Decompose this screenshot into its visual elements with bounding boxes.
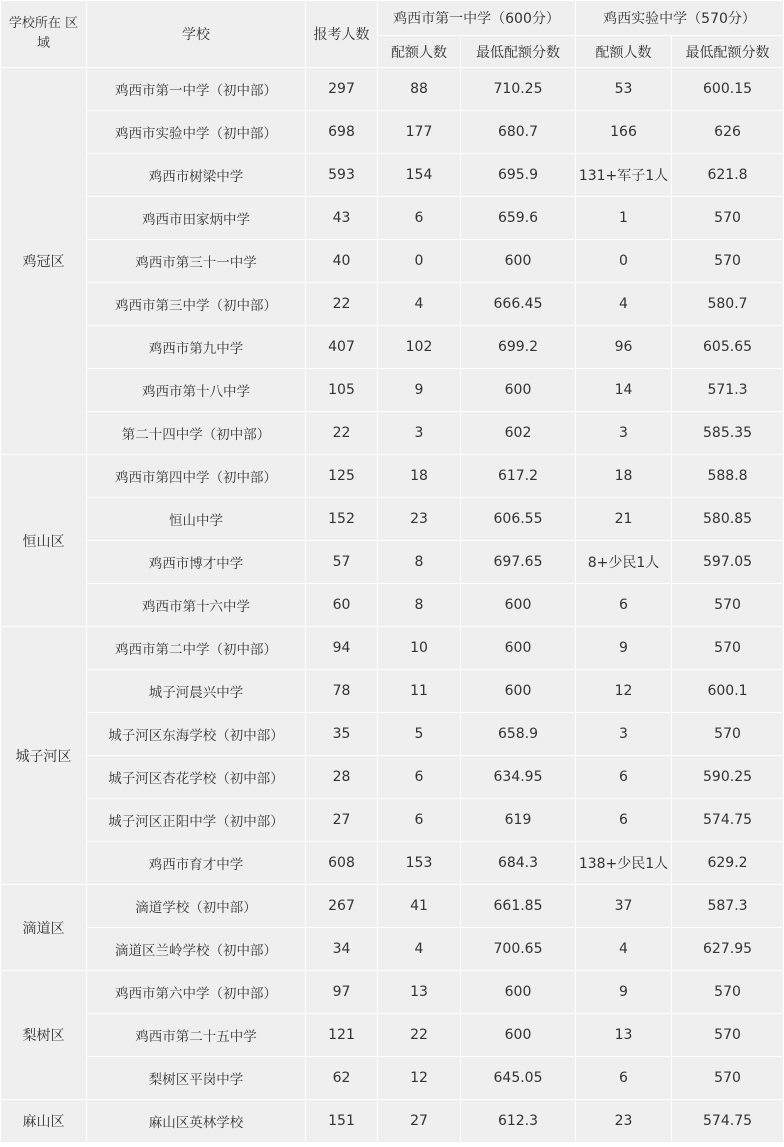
school1-quota-cell: 153	[378, 842, 461, 885]
school2-quota-cell: 37	[576, 885, 672, 928]
school2-min-score-cell: 629.2	[672, 842, 784, 885]
table-header	[1, 1, 784, 68]
school1-min-score-cell: 600	[461, 369, 576, 412]
school2-quota-header: 配额人数	[576, 36, 672, 68]
school-name-cell: 鸡西市实验中学（初中部）	[87, 111, 306, 154]
school-name-cell: 鸡西市第三十一中学	[87, 240, 306, 283]
table-row	[1, 584, 784, 627]
school1-min-score-cell: 617.2	[461, 455, 576, 498]
school-name-cell: 鸡西市第四中学（初中部）	[87, 455, 306, 498]
school1-quota-cell: 102	[378, 326, 461, 369]
school1-quota-cell: 41	[378, 885, 461, 928]
table-row	[1, 111, 784, 154]
table-row	[1, 1014, 784, 1057]
school2-quota-cell: 6	[576, 1057, 672, 1100]
table-row	[1, 283, 784, 326]
school1-quota-cell: 177	[378, 111, 461, 154]
school1-min-score-cell: 602	[461, 412, 576, 455]
table-row	[1, 756, 784, 799]
school2-min-score-cell: 574.75	[672, 1100, 784, 1143]
table-row	[1, 154, 784, 197]
applicants-cell: 94	[306, 627, 378, 670]
school1-quota-cell: 12	[378, 1057, 461, 1100]
school1-min-score-cell: 695.9	[461, 154, 576, 197]
school1-quota-cell: 18	[378, 455, 461, 498]
school2-min-score-header: 最低配额分数	[672, 36, 784, 68]
school2-quota-cell: 6	[576, 756, 672, 799]
school-header: 学校	[87, 1, 306, 68]
school2-quota-cell: 6	[576, 799, 672, 842]
applicants-cell: 125	[306, 455, 378, 498]
school1-quota-cell: 3	[378, 412, 461, 455]
school2-min-score-cell: 570	[672, 197, 784, 240]
school-name-cell: 鸡西市第九中学	[87, 326, 306, 369]
school2-min-score-cell: 600.1	[672, 670, 784, 713]
school2-header: 鸡西实验中学（570分）	[576, 1, 784, 36]
table-row	[1, 1100, 784, 1143]
school1-quota-cell: 0	[378, 240, 461, 283]
school2-min-score-cell: 580.85	[672, 498, 784, 541]
table-row	[1, 240, 784, 283]
school2-min-score-cell: 621.8	[672, 154, 784, 197]
school2-min-score-cell: 590.25	[672, 756, 784, 799]
school1-quota-cell: 8	[378, 541, 461, 584]
school2-quota-cell: 18	[576, 455, 672, 498]
school2-quota-cell: 4	[576, 928, 672, 971]
applicants-cell: 152	[306, 498, 378, 541]
applicants-cell: 297	[306, 68, 378, 111]
table-row	[1, 799, 784, 842]
school2-quota-cell: 4	[576, 283, 672, 326]
district-cell: 梨树区	[1, 971, 87, 1100]
school-name-cell: 滴道学校（初中部）	[87, 885, 306, 928]
school-name-cell: 滴道区兰岭学校（初中部）	[87, 928, 306, 971]
applicants-cell: 60	[306, 584, 378, 627]
school2-quota-cell: 9	[576, 971, 672, 1014]
school1-min-score-cell: 680.7	[461, 111, 576, 154]
school1-quota-cell: 5	[378, 713, 461, 756]
school1-quota-cell: 22	[378, 1014, 461, 1057]
school-name-cell: 鸡西市博才中学	[87, 541, 306, 584]
table-row	[1, 541, 784, 584]
school1-min-score-cell: 661.85	[461, 885, 576, 928]
school-name-cell: 恒山中学	[87, 498, 306, 541]
table-row	[1, 670, 784, 713]
table-row	[1, 412, 784, 455]
school1-min-score-cell: 710.25	[461, 68, 576, 111]
school-name-cell: 城子河区杏花学校（初中部）	[87, 756, 306, 799]
applicants-cell: 22	[306, 412, 378, 455]
school-name-cell: 鸡西市第三中学（初中部）	[87, 283, 306, 326]
school-name-cell: 鸡西市育才中学	[87, 842, 306, 885]
district-cell: 麻山区	[1, 1100, 87, 1143]
table-row	[1, 1057, 784, 1100]
school-name-cell: 城子河区东海学校（初中部）	[87, 713, 306, 756]
applicants-cell: 105	[306, 369, 378, 412]
school1-min-score-cell: 619	[461, 799, 576, 842]
school1-quota-cell: 6	[378, 197, 461, 240]
school1-min-score-cell: 659.6	[461, 197, 576, 240]
school2-min-score-cell: 626	[672, 111, 784, 154]
applicants-cell: 698	[306, 111, 378, 154]
school1-quota-cell: 9	[378, 369, 461, 412]
school1-quota-cell: 23	[378, 498, 461, 541]
district-header: 学校所在 区域	[1, 1, 87, 68]
school-name-cell: 第二十四中学（初中部）	[87, 412, 306, 455]
district-cell: 滴道区	[1, 885, 87, 971]
school2-quota-cell: 1	[576, 197, 672, 240]
applicants-cell: 593	[306, 154, 378, 197]
school2-min-score-cell: 570	[672, 584, 784, 627]
school-name-cell: 鸡西市树梁中学	[87, 154, 306, 197]
applicants-cell: 267	[306, 885, 378, 928]
school1-quota-cell: 6	[378, 799, 461, 842]
school1-min-score-cell: 634.95	[461, 756, 576, 799]
school1-quota-cell: 27	[378, 1100, 461, 1143]
school1-min-score-cell: 600	[461, 584, 576, 627]
school-name-cell: 鸡西市第十八中学	[87, 369, 306, 412]
school1-quota-cell: 13	[378, 971, 461, 1014]
table-row	[1, 326, 784, 369]
school1-quota-cell: 154	[378, 154, 461, 197]
applicants-cell: 28	[306, 756, 378, 799]
applicants-cell: 22	[306, 283, 378, 326]
school2-quota-cell: 13	[576, 1014, 672, 1057]
school1-min-score-header: 最低配额分数	[461, 36, 576, 68]
applicants-cell: 57	[306, 541, 378, 584]
school2-min-score-cell: 605.65	[672, 326, 784, 369]
school2-min-score-cell: 580.7	[672, 283, 784, 326]
school-name-cell: 鸡西市田家炳中学	[87, 197, 306, 240]
school1-min-score-cell: 697.65	[461, 541, 576, 584]
school1-quota-cell: 10	[378, 627, 461, 670]
table-body	[1, 68, 784, 1143]
school-name-cell: 鸡西市第二十五中学	[87, 1014, 306, 1057]
applicants-cell: 121	[306, 1014, 378, 1057]
school1-quota-cell: 4	[378, 928, 461, 971]
school2-min-score-cell: 585.35	[672, 412, 784, 455]
school2-min-score-cell: 587.3	[672, 885, 784, 928]
school1-min-score-cell: 606.55	[461, 498, 576, 541]
school2-min-score-cell: 570	[672, 240, 784, 283]
school1-quota-cell: 6	[378, 756, 461, 799]
table-row	[1, 68, 784, 111]
school1-min-score-cell: 600	[461, 240, 576, 283]
school-name-cell: 梨树区平岗中学	[87, 1057, 306, 1100]
school2-min-score-cell: 570	[672, 1014, 784, 1057]
school-name-cell: 城子河晨兴中学	[87, 670, 306, 713]
school1-min-score-cell: 600	[461, 627, 576, 670]
school1-quota-cell: 4	[378, 283, 461, 326]
school1-header: 鸡西市第一中学（600分）	[378, 1, 576, 36]
school2-quota-cell: 96	[576, 326, 672, 369]
school2-quota-cell: 6	[576, 584, 672, 627]
school2-quota-cell: 23	[576, 1100, 672, 1143]
district-cell: 鸡冠区	[1, 68, 87, 455]
school2-min-score-cell: 570	[672, 627, 784, 670]
applicants-cell: 97	[306, 971, 378, 1014]
applicants-cell: 407	[306, 326, 378, 369]
school2-quota-cell: 8+少民1人	[576, 541, 672, 584]
school2-min-score-cell: 570	[672, 971, 784, 1014]
applicants-cell: 608	[306, 842, 378, 885]
school1-min-score-cell: 600	[461, 971, 576, 1014]
table-row	[1, 971, 784, 1014]
school2-quota-cell: 3	[576, 412, 672, 455]
school2-quota-cell: 166	[576, 111, 672, 154]
table-row	[1, 713, 784, 756]
school2-quota-cell: 3	[576, 713, 672, 756]
school1-min-score-cell: 666.45	[461, 283, 576, 326]
header-row-1	[1, 1, 784, 36]
school1-quota-cell: 8	[378, 584, 461, 627]
table-row	[1, 928, 784, 971]
applicants-cell: 34	[306, 928, 378, 971]
school2-quota-cell: 0	[576, 240, 672, 283]
table-row	[1, 627, 784, 670]
school1-min-score-cell: 645.05	[461, 1057, 576, 1100]
applicants-cell: 151	[306, 1100, 378, 1143]
table-row	[1, 197, 784, 240]
school-name-cell: 城子河区正阳中学（初中部）	[87, 799, 306, 842]
table-row	[1, 455, 784, 498]
school-name-cell: 鸡西市第二中学（初中部）	[87, 627, 306, 670]
school2-min-score-cell: 597.05	[672, 541, 784, 584]
school2-quota-cell: 21	[576, 498, 672, 541]
school2-min-score-cell: 627.95	[672, 928, 784, 971]
school1-quota-cell: 88	[378, 68, 461, 111]
table-row	[1, 842, 784, 885]
table-row	[1, 498, 784, 541]
applicants-cell: 40	[306, 240, 378, 283]
applicants-header: 报考人数	[306, 1, 378, 68]
applicants-cell: 62	[306, 1057, 378, 1100]
school1-min-score-cell: 684.3	[461, 842, 576, 885]
school2-min-score-cell: 588.8	[672, 455, 784, 498]
school-name-cell: 鸡西市第六中学（初中部）	[87, 971, 306, 1014]
district-cell: 恒山区	[1, 455, 87, 627]
school2-quota-cell: 138+少民1人	[576, 842, 672, 885]
school2-quota-cell: 9	[576, 627, 672, 670]
table-row	[1, 369, 784, 412]
district-cell: 城子河区	[1, 627, 87, 885]
school1-min-score-cell: 612.3	[461, 1100, 576, 1143]
school1-quota-header: 配额人数	[378, 36, 461, 68]
school1-min-score-cell: 700.65	[461, 928, 576, 971]
school-name-cell: 鸡西市第十六中学	[87, 584, 306, 627]
school2-quota-cell: 53	[576, 68, 672, 111]
school1-quota-cell: 11	[378, 670, 461, 713]
school2-min-score-cell: 570	[672, 1057, 784, 1100]
school1-min-score-cell: 699.2	[461, 326, 576, 369]
school2-quota-cell: 14	[576, 369, 672, 412]
school2-min-score-cell: 570	[672, 713, 784, 756]
school2-min-score-cell: 571.3	[672, 369, 784, 412]
school2-min-score-cell: 600.15	[672, 68, 784, 111]
school2-min-score-cell: 574.75	[672, 799, 784, 842]
applicants-cell: 43	[306, 197, 378, 240]
applicants-cell: 27	[306, 799, 378, 842]
school2-quota-cell: 131+军子1人	[576, 154, 672, 197]
school-name-cell: 鸡西市第一中学（初中部）	[87, 68, 306, 111]
school-name-cell: 麻山区英林学校	[87, 1100, 306, 1143]
table-row	[1, 885, 784, 928]
school1-min-score-cell: 658.9	[461, 713, 576, 756]
school1-min-score-cell: 600	[461, 1014, 576, 1057]
school1-min-score-cell: 600	[461, 670, 576, 713]
applicants-cell: 78	[306, 670, 378, 713]
applicants-cell: 35	[306, 713, 378, 756]
school2-quota-cell: 12	[576, 670, 672, 713]
